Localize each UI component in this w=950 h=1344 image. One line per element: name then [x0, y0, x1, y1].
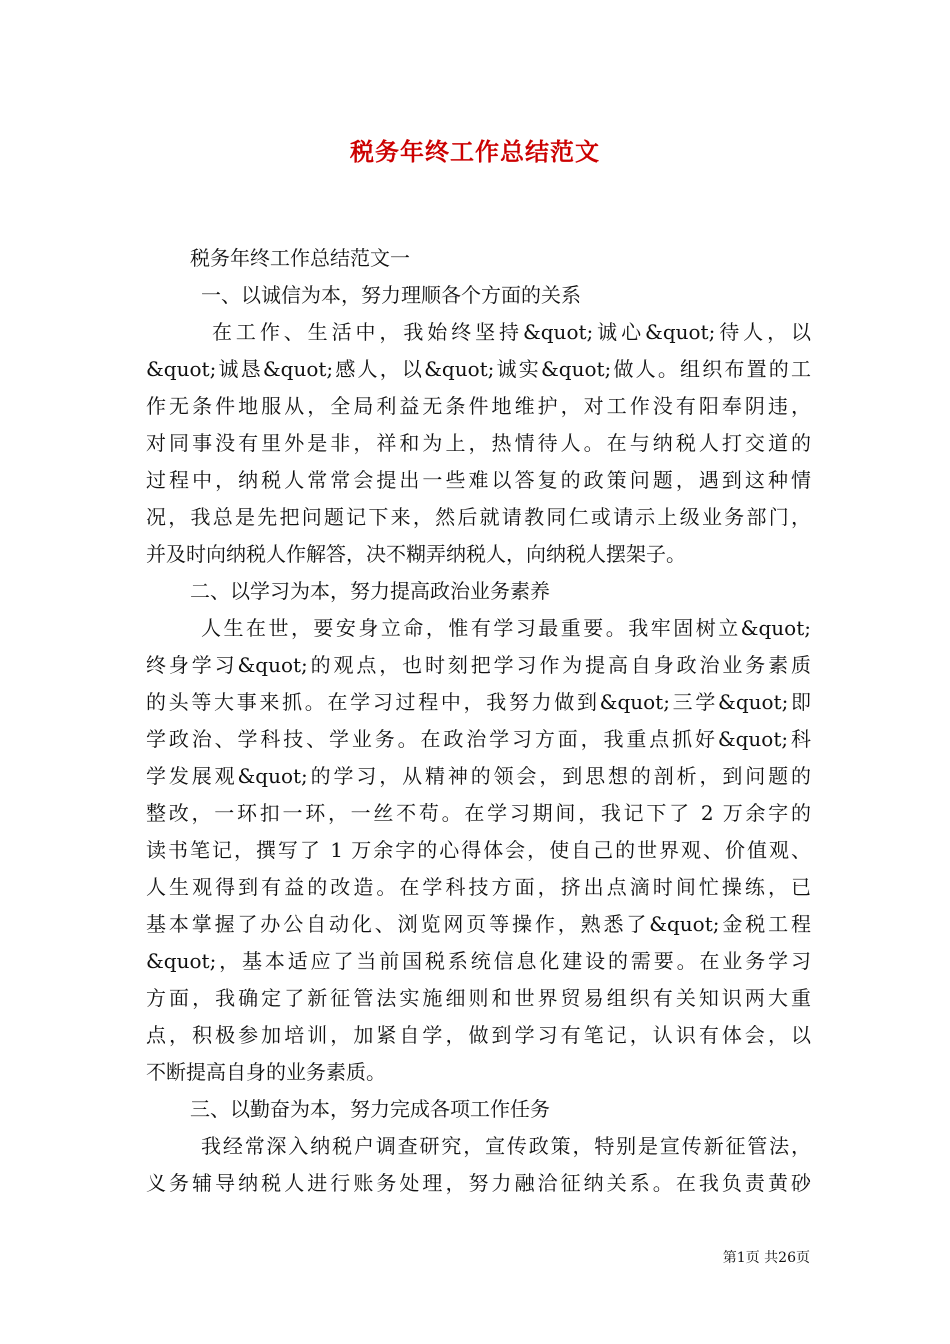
body-line: 基本掌握了办公自动化、浏览网页等操作，熟悉了&quot;金税工程	[146, 912, 811, 936]
body-line: 税务年终工作总结范文一	[190, 246, 410, 270]
footer-suffix: 页	[796, 1250, 810, 1266]
body-line: 义务辅导纳税人进行账务处理，努力融洽征纳关系。在我负责黄砂	[146, 1171, 811, 1195]
body-line: &quot;诚恳&quot;感人，以&quot;诚实&quot;做人。组织布置的工	[146, 357, 811, 381]
body-line: 一、以诚信为本，努力理顺各个方面的关系	[201, 283, 581, 307]
body-line: &quot;，基本适应了当前国税系统信息化建设的需要。在业务学习	[146, 949, 811, 973]
body-line: 人生观得到有益的改造。在学科技方面，挤出点滴时间忙操练，已	[146, 875, 811, 899]
body-line: 整改，一环扣一环，一丝不苟。在学习期间，我记下了 2 万余字的	[146, 801, 811, 825]
document-body	[146, 240, 811, 1202]
body-line: 作无条件地服从，全局利益无条件地维护，对工作没有阳奉阴违，	[146, 394, 811, 418]
footer-total-pages: 26	[778, 1250, 796, 1266]
body-line: 终身学习&quot;的观点，也时刻把学习作为提高自身政治业务素质	[146, 653, 811, 677]
body-line: 在工作、生活中，我始终坚持&quot;诚心&quot;待人，以	[212, 320, 811, 344]
body-line: 读书笔记，撰写了 1 万余字的心得体会，使自己的世界观、价值观、	[146, 838, 811, 862]
footer-current-page: 1	[736, 1250, 746, 1266]
body-line: 况，我总是先把问题记下来，然后就请教同仁或请示上级业务部门，	[146, 505, 811, 529]
body-line: 对同事没有里外是非，祥和为上，热情待人。在与纳税人打交道的	[146, 431, 811, 455]
body-line: 我经常深入纳税户调查研究，宣传政策，特别是宣传新征管法，	[201, 1134, 811, 1158]
body-line: 方面，我确定了新征管法实施细则和世界贸易组织有关知识两大重	[146, 986, 811, 1010]
document-title: 税务年终工作总结范文	[350, 137, 600, 166]
body-line: 二、以学习为本，努力提高政治业务素养	[190, 579, 550, 603]
body-line: 过程中，纳税人常常会提出一些难以答复的政策问题，遇到这种情	[146, 468, 811, 492]
body-line: 不断提高自身的业务素质。	[146, 1060, 386, 1084]
page-footer	[723, 1247, 810, 1267]
body-line: 三、以勤奋为本，努力完成各项工作任务	[190, 1097, 550, 1121]
body-line: 人生在世，要安身立命，惟有学习最重要。我牢固树立&quot;	[201, 616, 811, 640]
footer-prefix: 第	[722, 1250, 737, 1266]
body-line: 学发展观&quot;的学习，从精神的领会，到思想的剖析，到问题的	[146, 764, 811, 788]
body-line: 点，积极参加培训，加紧自学，做到学习有笔记，认识有体会，以	[146, 1023, 811, 1047]
footer-middle: 页 共	[745, 1250, 779, 1266]
body-line: 学政治、学科技、学业务。在政治学习方面，我重点抓好&quot;科	[146, 727, 811, 751]
body-line: 的头等大事来抓。在学习过程中，我努力做到&quot;三学&quot;即	[146, 690, 811, 714]
body-line: 并及时向纳税人作解答，决不糊弄纳税人，向纳税人摆架子。	[146, 542, 686, 566]
